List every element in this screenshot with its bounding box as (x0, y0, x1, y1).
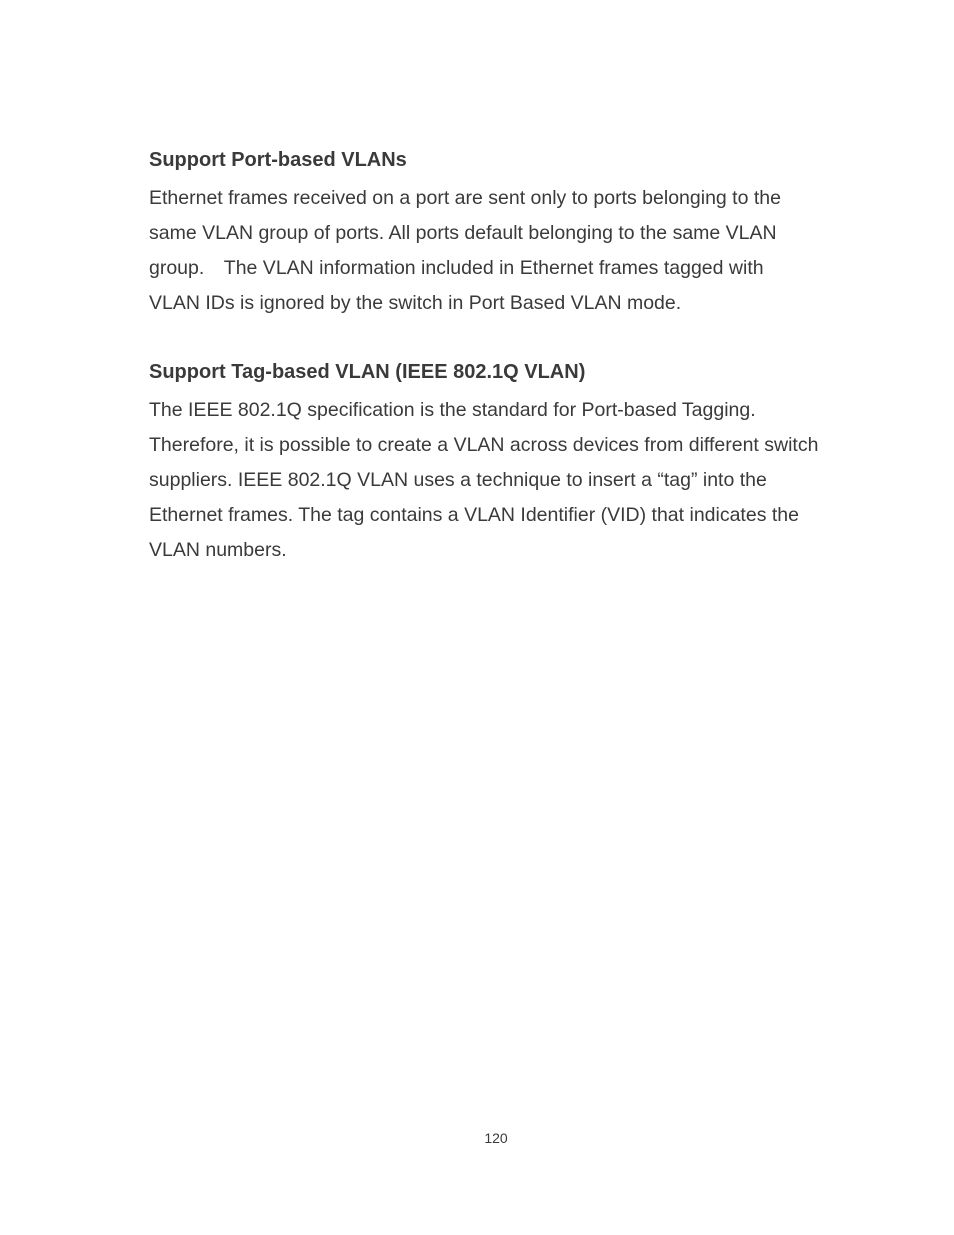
paragraph-line: Ethernet frames received on a port are sent only to ports belonging to the (149, 187, 781, 209)
paragraph-line: same VLAN group of ports. All ports default belonging to the same VLAN (149, 222, 777, 244)
paragraph-line: Therefore, it is possible to create a VLAN across devices from different switch (149, 434, 819, 456)
section-paragraph (149, 181, 849, 321)
page-content (149, 145, 849, 568)
section-tag-based-vlan (149, 357, 849, 568)
section-paragraph (149, 393, 849, 568)
section-heading: Support Tag-based VLAN (IEEE 802.1Q VLAN) (149, 361, 586, 383)
paragraph-line: group. The VLAN information included in Ethernet frames tagged with (149, 257, 764, 279)
page-number: 120 (484, 1130, 508, 1146)
paragraph-line: Ethernet frames. The tag contains a VLAN Identifier (VID) that indicates the (149, 504, 799, 526)
paragraph-line: suppliers. IEEE 802.1Q VLAN uses a technique to insert a “tag” into the (149, 469, 767, 491)
section-heading: Support Port-based VLANs (149, 149, 407, 171)
section-port-based-vlans (149, 145, 849, 321)
paragraph-line: The IEEE 802.1Q specification is the standard for Port-based Tagging. (149, 399, 756, 421)
paragraph-line: VLAN numbers. (149, 539, 287, 561)
paragraph-line: VLAN IDs is ignored by the switch in Port Based VLAN mode. (149, 292, 682, 314)
